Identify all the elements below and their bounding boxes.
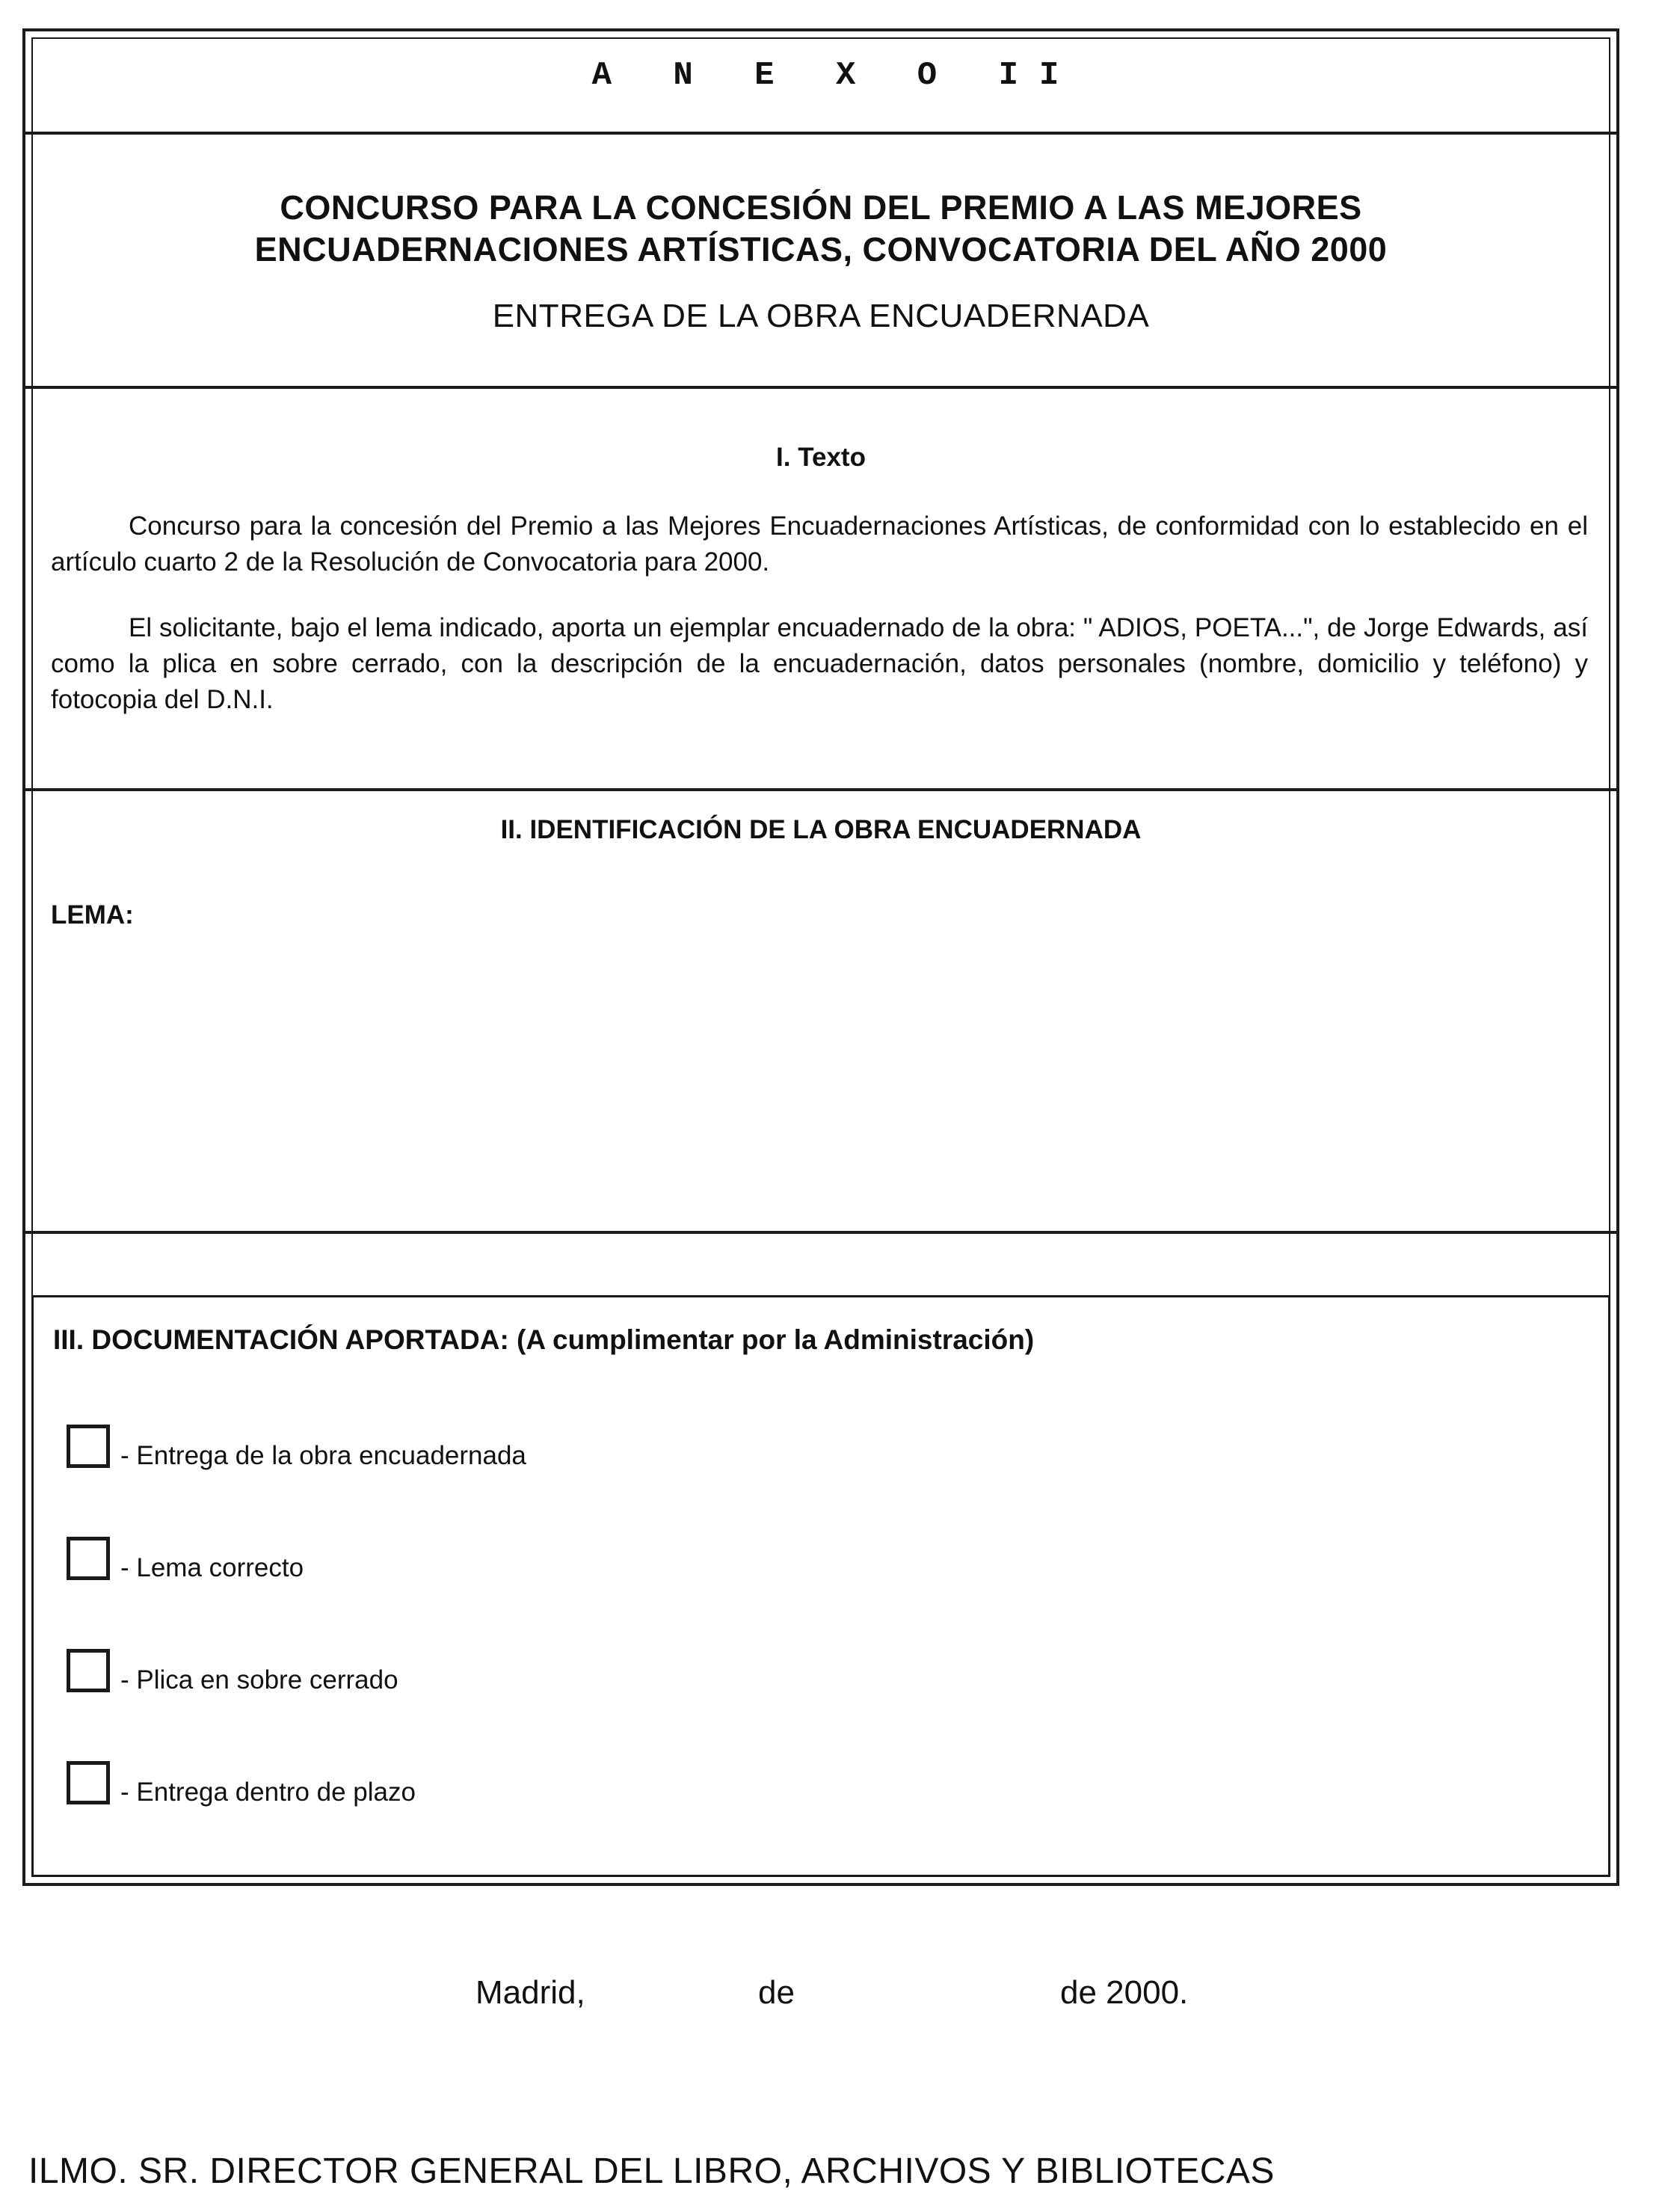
identification-section bbox=[25, 788, 1616, 1234]
date-year: de 2000. bbox=[1060, 1974, 1189, 2011]
annex-section bbox=[25, 31, 1616, 135]
documentation-heading: III. DOCUMENTACIÓN APORTADA: (A cumplimentar por la Administración) bbox=[53, 1324, 1035, 1355]
checkbox-entrega-plazo[interactable] bbox=[67, 1761, 110, 1804]
contest-title-line-2: ENCUADERNACIONES ARTÍSTICAS, CONVOCATORIA DEL AÑO 2000 bbox=[254, 230, 1388, 268]
checkbox-plica-sobre-cerrado[interactable] bbox=[67, 1649, 110, 1692]
documentation-section bbox=[31, 1295, 1610, 1877]
identification-heading: II. IDENTIFICACIÓN DE LA OBRA ENCUADERNADA bbox=[500, 815, 1142, 844]
checklist-label: - Entrega dentro de plazo bbox=[120, 1778, 416, 1807]
delivery-title: ENTREGA DE LA OBRA ENCUADERNADA bbox=[492, 298, 1150, 334]
contest-title bbox=[25, 187, 1616, 271]
text-section-heading: I. Texto bbox=[776, 443, 866, 472]
application-form bbox=[22, 28, 1619, 1886]
text-paragraph-2: El solicitante, bajo el lema indicado, aporta un ejemplar encuadernado de la obra: " ADIOS, POETA...", de Jorge Edwards, así como la plica en sobre cerrado, con la descripción de la encuadernación, datos personales (nombre, domicilio y teléfono) y fotocopia del D.N.I. bbox=[51, 613, 1588, 714]
checkbox-lema-correcto[interactable] bbox=[67, 1537, 110, 1580]
checklist-label: - Plica en sobre cerrado bbox=[120, 1665, 398, 1695]
text-section bbox=[25, 386, 1616, 791]
spacer-row bbox=[25, 1231, 1616, 1291]
contest-title-line-1: CONCURSO PARA LA CONCESIÓN DEL PREMIO A LAS MEJORES bbox=[280, 188, 1362, 227]
checklist-label: - Entrega de la obra encuadernada bbox=[120, 1441, 526, 1470]
annex-title: A N E X O II bbox=[591, 57, 1080, 94]
title-section bbox=[25, 132, 1616, 389]
date-day-connector: de bbox=[758, 1974, 795, 2011]
place-city: Madrid, bbox=[475, 1974, 585, 2011]
lema-label: LEMA: bbox=[51, 900, 134, 930]
checklist-label: - Lema correcto bbox=[120, 1553, 304, 1582]
checkbox-obra-entregada[interactable] bbox=[67, 1425, 110, 1468]
addressee: ILMO. SR. DIRECTOR GENERAL DEL LIBRO, ARCHIVOS Y BIBLIOTECAS bbox=[28, 2151, 1275, 2191]
text-paragraph-1: Concurso para la concesión del Premio a las Mejores Encuadernaciones Artísticas, de conformidad con lo establecido en el artículo cuarto 2 de la Resolución de Convocatoria para 2000. bbox=[51, 511, 1588, 577]
